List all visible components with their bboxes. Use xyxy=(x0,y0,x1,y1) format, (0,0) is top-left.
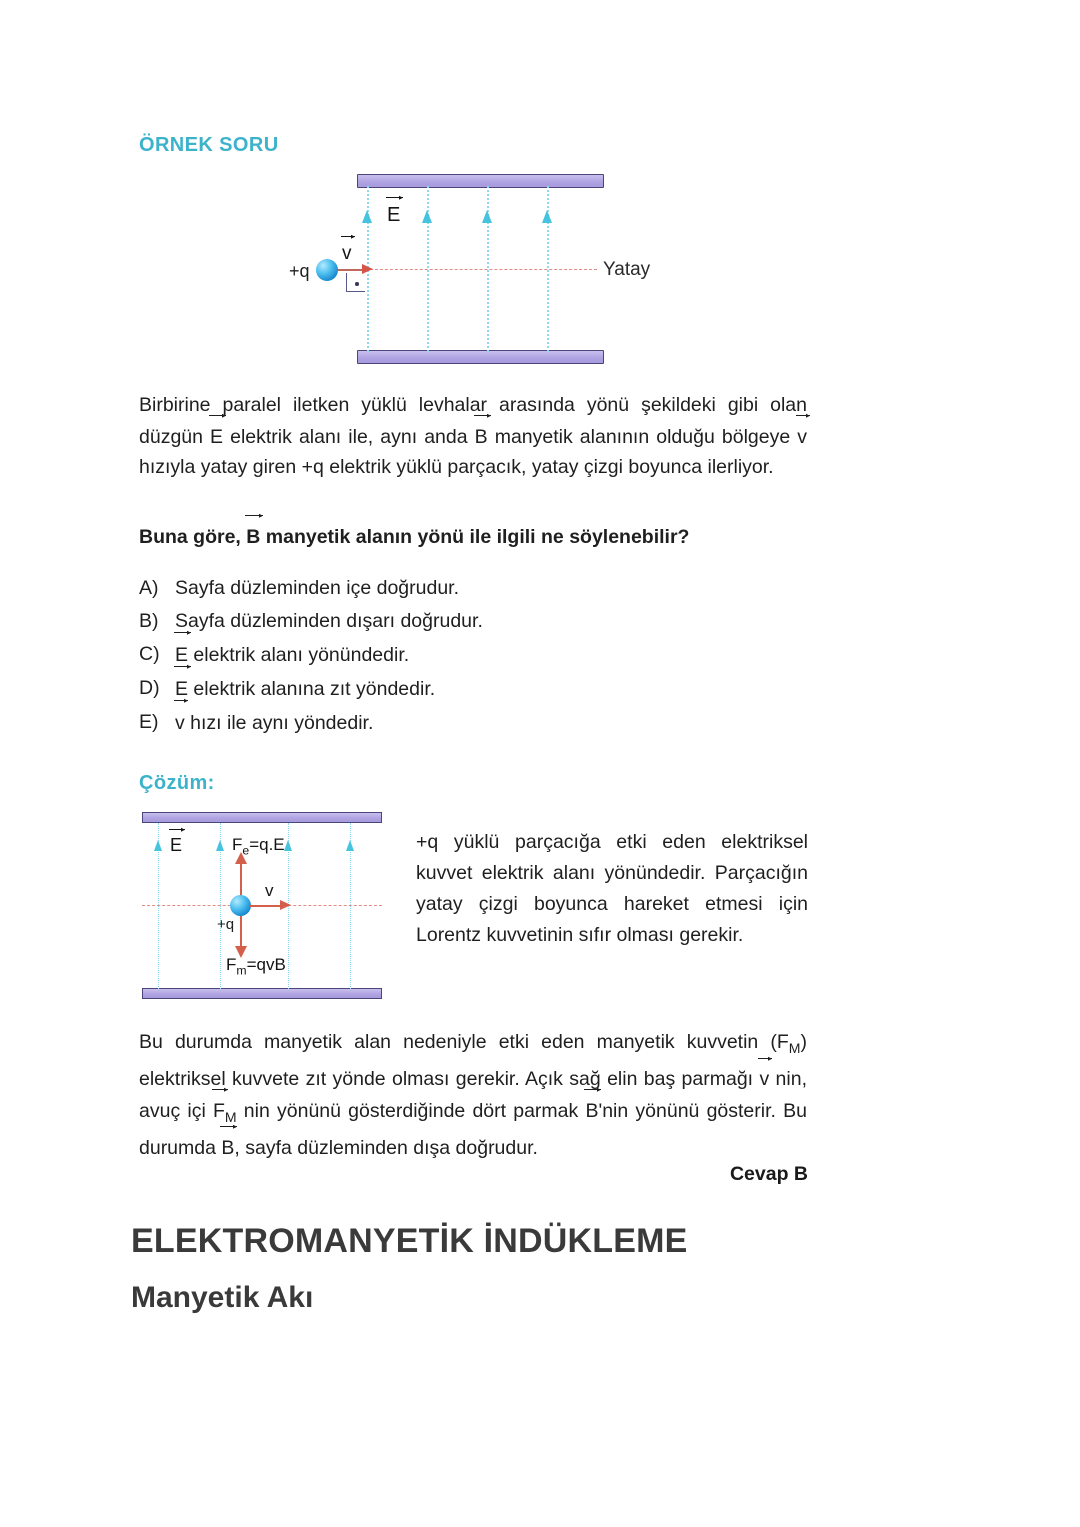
field-arrow-icon xyxy=(346,840,354,851)
capacitor-plate-bottom xyxy=(142,988,382,999)
vector-B: B xyxy=(585,1095,598,1127)
force-symbol: F xyxy=(226,955,237,974)
option-text: elektrik alanı yönündedir. xyxy=(188,644,410,666)
question-body-text xyxy=(139,390,807,483)
charge-label: +q xyxy=(289,261,310,281)
field-arrow-icon xyxy=(284,840,292,851)
option-a[interactable] xyxy=(139,572,739,605)
conclusion-seg-5: 'nin yönünü gösterir. Bu durumda xyxy=(139,1099,807,1160)
vector-v: v xyxy=(759,1063,769,1095)
vector-E: E xyxy=(170,835,183,855)
vector-B: B xyxy=(221,1132,234,1164)
question-line-3a: bölgeye xyxy=(721,425,798,448)
question-line-3b: hızıyla yatay giren +q elektrik yüklü parçacık, yatay çizgi xyxy=(139,456,623,478)
force-symbol: F xyxy=(232,835,243,854)
charge-label: +q xyxy=(217,916,235,933)
vector-v: v xyxy=(342,243,352,264)
option-letter: A) xyxy=(139,577,159,599)
vector-E: E xyxy=(210,421,223,453)
velocity-arrow xyxy=(250,905,282,907)
magnetic-force-arrow xyxy=(240,916,242,948)
vector-v: v xyxy=(175,706,185,740)
question-prompt-suffix: manyetik alanın yönü ile ilgili ne söylenebilir? xyxy=(260,526,690,548)
magnetic-force-arrow-head-icon xyxy=(235,946,247,958)
velocity-arrow xyxy=(338,269,364,271)
parallel-plate-capacitor-diagram xyxy=(283,170,683,370)
force-subscript: M xyxy=(788,1039,801,1056)
option-text: Sayfa düzleminden dışarı doğrudur. xyxy=(175,610,483,632)
field-arrow-icon xyxy=(422,210,432,223)
option-letter: B) xyxy=(139,610,159,632)
question-line-2b: elektrik alanı ile, aynı anda xyxy=(223,425,475,448)
field-arrow-icon xyxy=(362,210,372,223)
charged-particle xyxy=(230,895,251,916)
capacitor-plate-bottom xyxy=(357,350,604,364)
velocity-label xyxy=(342,242,352,265)
conclusion-seg-1: Bu durumda manyetik alan nedeniyle etki eden manyetik kuvvetin (F xyxy=(139,1031,789,1053)
vector-E: E xyxy=(387,204,401,226)
force-balance-diagram xyxy=(138,812,386,1000)
force-subscript: m xyxy=(236,963,247,978)
electric-field-label xyxy=(170,834,182,856)
velocity-arrow-head-icon xyxy=(280,900,291,910)
horizontal-reference-line xyxy=(365,269,597,270)
capacitor-plate-top xyxy=(357,174,604,188)
velocity-label: v xyxy=(265,881,274,900)
question-line-4: boyunca ilerliyor. xyxy=(628,456,774,478)
charged-particle xyxy=(316,259,338,281)
vector-E: E xyxy=(175,638,188,672)
option-letter: C) xyxy=(139,643,160,665)
question-line-2a: düzgün xyxy=(139,425,211,448)
answer-options-list xyxy=(139,572,739,740)
option-text: elektrik alanına zıt yöndedir. xyxy=(188,678,436,700)
question-line-1: Birbirine paralel iletken yüklü levhalar arasında yönü şekildeki gibi olan xyxy=(139,394,807,416)
option-b[interactable] xyxy=(139,605,739,638)
example-question-heading: ÖRNEK SORU xyxy=(139,134,279,156)
vector-F: F xyxy=(213,1095,225,1127)
option-text: Sayfa düzleminden içe doğrudur. xyxy=(175,577,460,599)
conclusion-seg-6: , sayfa düzleminden dışa doğrudur. xyxy=(234,1137,538,1160)
vector-B: B xyxy=(246,521,260,553)
electric-force-arrow-head-icon xyxy=(235,852,247,864)
field-arrow-icon xyxy=(216,840,224,851)
electric-force-arrow xyxy=(240,862,242,896)
vector-E: E xyxy=(175,672,188,706)
answer-key: Cevap B xyxy=(729,1163,808,1185)
vector-v: v xyxy=(797,421,807,453)
force-expression: =qvB xyxy=(246,955,286,974)
option-letter: E) xyxy=(139,711,159,733)
question-prompt xyxy=(139,521,829,553)
solution-heading: Çözüm: xyxy=(139,772,215,794)
option-c[interactable] xyxy=(139,638,739,672)
question-prompt-prefix: Buna göre, xyxy=(139,526,247,548)
conclusion-text xyxy=(139,1027,807,1164)
vector-B: B xyxy=(475,421,488,453)
conclusion-seg-3: nin, avuç içi xyxy=(139,1068,807,1122)
option-d[interactable] xyxy=(139,672,739,706)
section-subtitle: Manyetik Akı xyxy=(131,1281,314,1314)
field-arrow-icon xyxy=(542,210,552,223)
conclusion-seg-2: ) elektriksel kuvvete zıt yönde olması gerekir. Açık sağ elin baş parmağı xyxy=(139,1031,807,1091)
option-text: hızı ile aynı yöndedir. xyxy=(184,712,374,734)
magnetic-force-label xyxy=(226,955,286,977)
field-arrow-icon xyxy=(482,210,492,223)
force-subscript: M xyxy=(224,1108,237,1125)
force-expression: =q.E xyxy=(249,835,285,854)
chapter-title: ELEKTROMANYETİK İNDÜKLEME xyxy=(131,1222,688,1260)
solution-explanation-text: +q yüklü parçacığa etki eden elektriksel kuvvet elektrik alanı yönündedir. Parçacığın yatay çizgi boyunca hareket etmesi için Lorentz kuvvetinin sıfır olması gerekir. xyxy=(416,831,808,946)
field-arrow-icon xyxy=(154,840,162,851)
electric-field-label xyxy=(387,203,400,227)
out-of-page-dot-icon xyxy=(355,282,359,286)
horizontal-label: Yatay xyxy=(603,259,651,280)
question-line-2c: manyetik alanının olduğu xyxy=(487,425,715,448)
capacitor-plate-top xyxy=(142,812,382,823)
option-e[interactable] xyxy=(139,706,739,740)
conclusion-seg-4: nin yönünü gösterdiğinde dört parmak xyxy=(236,1099,586,1122)
option-letter: D) xyxy=(139,677,160,699)
force-subscript: e xyxy=(242,843,250,858)
